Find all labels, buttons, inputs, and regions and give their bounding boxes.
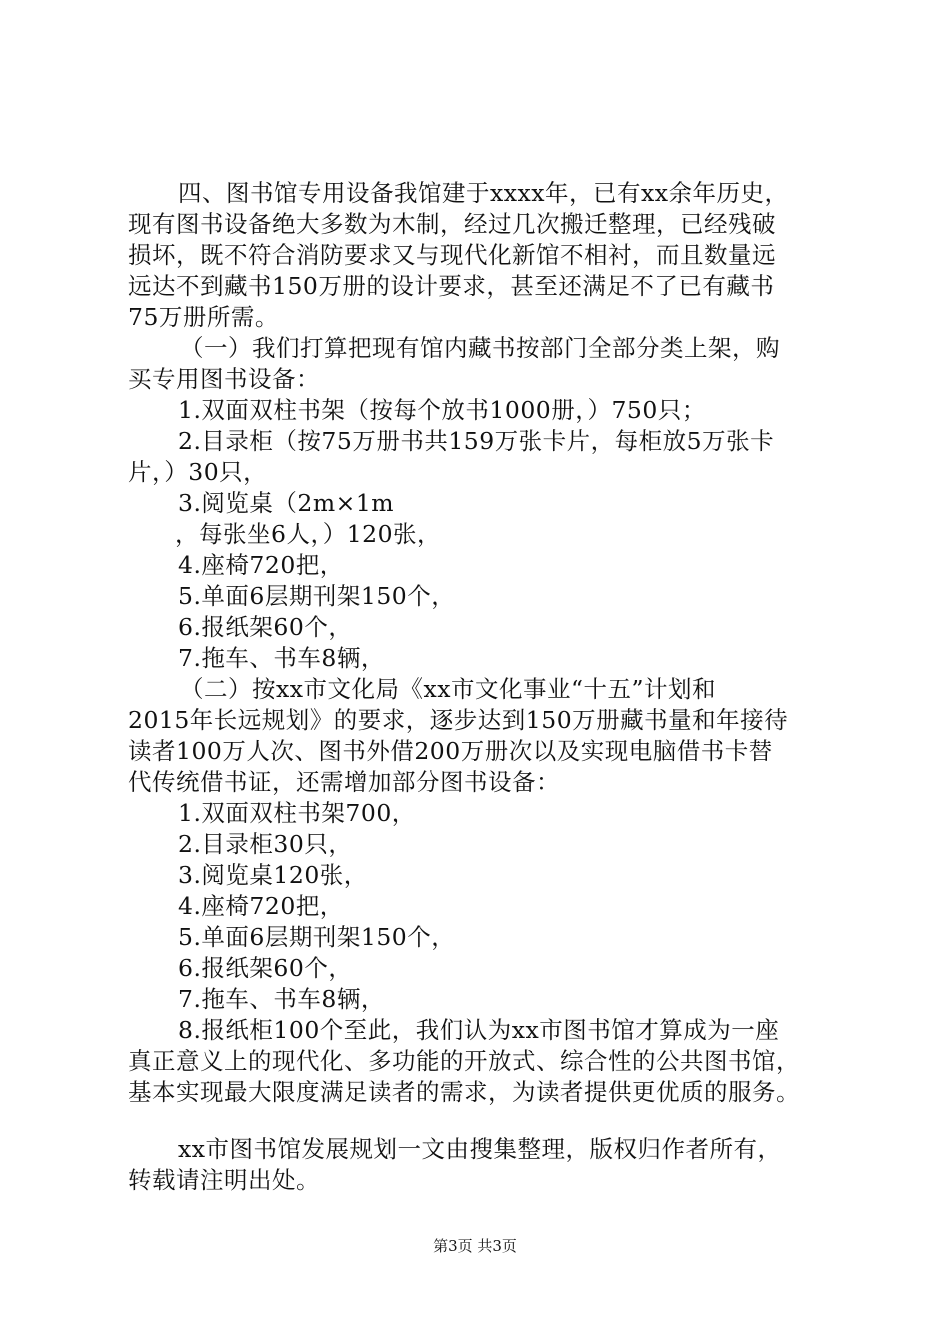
body-line: 四、图书馆专用设备我馆建于xxxx年，已有xx余年历史， (178, 179, 789, 207)
list-item: 4.座椅720把， (178, 551, 344, 579)
body-line: 代传统借书证，还需增加部分图书设备： (128, 768, 560, 796)
list-item: 4.座椅720把， (178, 892, 344, 920)
list-item: 5.单面6层期刊架150个， (178, 582, 456, 610)
list-item: 1.双面双柱书架（按每个放书1000册，）750只； (178, 396, 706, 424)
body-line: 读者100万人次、图书外借200万册次以及实现电脑借书卡替 (128, 737, 773, 765)
list-item: 7.拖车、书车8辆， (178, 985, 385, 1013)
body-line: 真正意义上的现代化、多功能的开放式、综合性的公共图书馆， (128, 1047, 800, 1075)
body-line: 基本实现最大限度满足读者的需求，为读者提供更优质的服务。 (128, 1078, 800, 1106)
list-item: 1.双面双柱书架700， (178, 799, 416, 827)
list-item: 6.报纸架60个， (178, 954, 353, 982)
body-line: ，每张坐6人，）120张， (175, 520, 442, 548)
list-item: 7.拖车、书车8辆， (178, 644, 385, 672)
page-footer: 第3页 共3页 (433, 1237, 517, 1255)
body-line: 片，）30只， (128, 458, 268, 486)
list-item: 5.单面6层期刊架150个， (178, 923, 456, 951)
body-line: 远达不到藏书150万册的设计要求，甚至还满足不了已有藏书 (128, 272, 775, 300)
body-line: （一）我们打算把现有馆内藏书按部门全部分类上架，购 (180, 334, 780, 362)
body-line: 75万册所需。 (128, 303, 279, 331)
body-line: （二）按xx市文化局《xx市文化事业“十五”计划和 (180, 675, 717, 703)
body-line: 2015年长远规划》的要求，逐步达到150万册藏书量和年接待 (128, 706, 789, 734)
body-line: 买专用图书设备： (128, 365, 320, 393)
closing-note: xx市图书馆发展规划一文由搜集整理，版权归作者所有， (178, 1135, 782, 1163)
list-item: 2.目录柜（按75万册书共159万张卡片，每柜放5万张卡 (178, 427, 775, 455)
list-item: 6.报纸架60个， (178, 613, 353, 641)
list-item: 3.阅览桌（2m×1m (178, 489, 395, 517)
body-line: 现有图书设备绝大多数为木制，经过几次搬迁整理，已经残破 (128, 210, 776, 238)
list-item: 8.报纸柜100个至此，我们认为xx市图书馆才算成为一座 (178, 1016, 780, 1044)
closing-note: 转载请注明出处。 (128, 1166, 320, 1194)
body-line: 损坏，既不符合消防要求又与现代化新馆不相衬，而且数量远 (128, 241, 776, 269)
list-item: 3.阅览桌120张， (178, 861, 368, 889)
list-item: 2.目录柜30只， (178, 830, 353, 858)
